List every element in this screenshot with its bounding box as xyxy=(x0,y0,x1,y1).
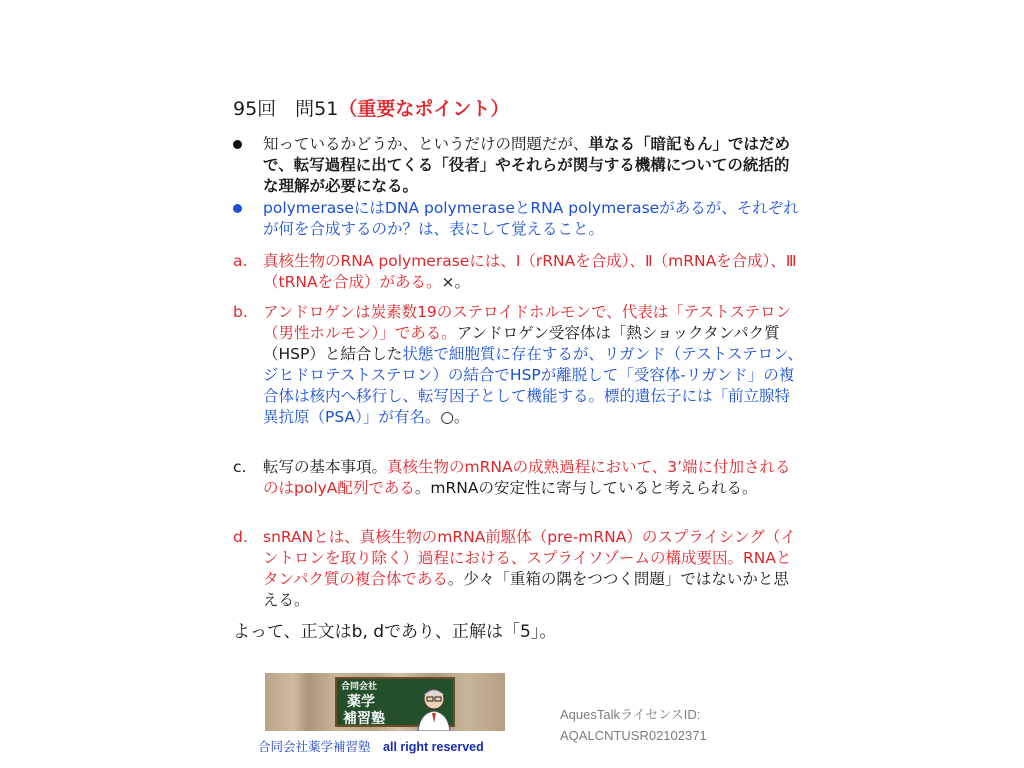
option-d-label: d. xyxy=(233,528,248,546)
rights-text: all right reserved xyxy=(383,740,484,754)
option-d-text-1: snRANとは、真核生物のmRNA前駆体（pre-mRNA）のスプライシング（イントロンを取り除く）過程における、スプライソゾームの構成要因。RNAとタンパク質の複合体である xyxy=(263,528,796,588)
copyright-line xyxy=(258,737,484,755)
bullet-point-2 xyxy=(233,198,803,240)
option-a-label: a. xyxy=(233,252,248,270)
option-b xyxy=(233,302,803,428)
professor-illustration xyxy=(410,683,458,731)
option-c-text-2: 真核生物のmRNAの成熟過程において、3’端に付加されるのはpolyA配列である xyxy=(263,458,791,497)
bullet-1-text: 知っているかどうか、というだけの問題だが、 xyxy=(263,135,589,153)
juku-logo xyxy=(265,673,505,731)
license-info xyxy=(560,704,707,746)
question-number: 95回 問51 xyxy=(233,98,339,120)
question-title xyxy=(233,96,509,122)
option-b-label: b. xyxy=(233,303,248,321)
title-highlight: （重要なポイント） xyxy=(338,98,510,120)
option-d-text-2: 。少々「重箱の隅をつつく問題」ではないかと思える。 xyxy=(263,570,789,609)
option-b-verdict: ○。 xyxy=(440,408,470,426)
bullet-1-emphasis: 単なる「暗記もん」ではだめで、転写過程に出てくる「役者」やそれらが関与する機構についての統括的な理解が必要になる。 xyxy=(263,135,791,195)
option-b-text-3: 状態で細胞質に存在するが、リガンド（テストステロン、ジヒドロテストステロン）の結合でHSPが離脱して「受容体-リガンド」の複合体は核内へ移行し、転写因子として機能する。標的遺伝子には「前立腺特異抗原（PSA）」が有名。 xyxy=(263,345,803,426)
option-a xyxy=(233,251,803,293)
option-a-verdict: ×。 xyxy=(441,273,471,291)
option-c xyxy=(233,457,803,499)
option-b-text-2: アンドロゲン受容体は「熱ショックタンパク質（HSP）と結合した xyxy=(263,324,780,363)
option-a-text: 真核生物のRNA polymeraseには、Ⅰ（rRNAを合成）、Ⅱ（mRNAを合成）、Ⅲ（tRNAを合成）がある。 xyxy=(263,252,797,291)
option-b-text-1: アンドロゲンは炭素数19のステロイドホルモンで、代表は「テストステロン（男性ホルモン）」である。 xyxy=(263,303,792,342)
conclusion-text: よって、正文はb, dであり、正解は「5」。 xyxy=(233,622,557,642)
option-c-text-1: 転写の基本事項。 xyxy=(263,458,388,476)
bullet-dot xyxy=(233,198,242,219)
logo-line-3: 補習塾 xyxy=(343,711,385,727)
logo-line-2: 薬学 xyxy=(347,694,375,710)
logo-line-1: 合同会社 xyxy=(341,682,378,692)
license-line-1: AquesTalkライセンスID: xyxy=(560,707,701,722)
bullet-2-text: polymeraseにはDNA polymeraseとRNA polymeraseがあるが、それぞれが何を合成するのか？は、表にして覚えること。 xyxy=(263,199,799,238)
option-c-label: c. xyxy=(233,458,247,476)
bullet-point-1 xyxy=(233,134,803,197)
option-c-text-3: 。mRNAの安定性に寄与していると考えられる。 xyxy=(414,479,758,497)
license-line-2: AQALCNTUSR02102371 xyxy=(560,728,707,743)
option-d xyxy=(233,527,803,611)
bullet-dot xyxy=(233,134,242,155)
company-name: 合同会社薬学補習塾 xyxy=(258,739,371,754)
